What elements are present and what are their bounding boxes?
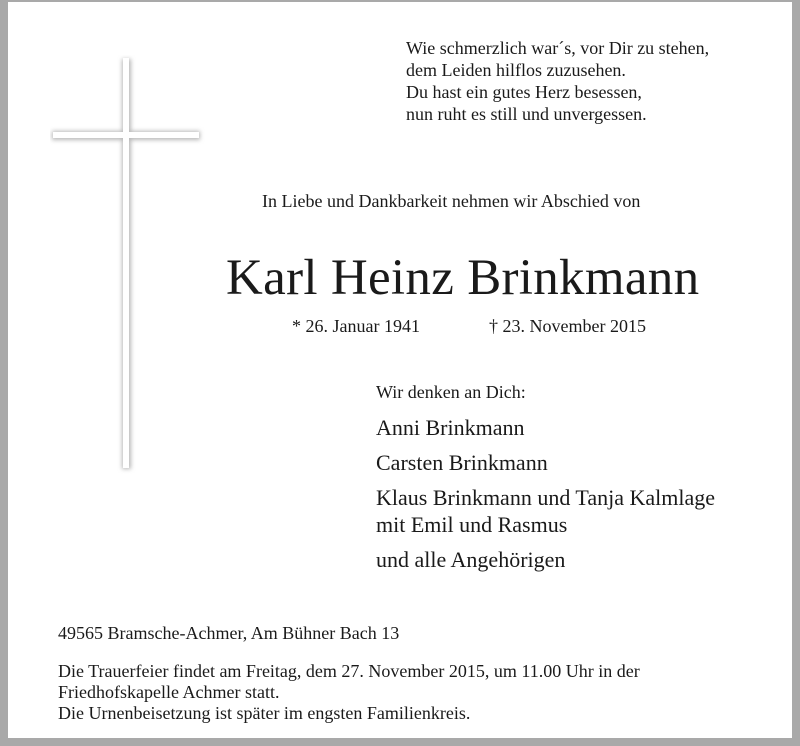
mourner-entry: und alle Angehörigen [376, 547, 566, 572]
notice-line: Die Trauerfeier findet am Freitag, dem 27. November 2015, um 11.00 Uhr in der [58, 661, 640, 681]
mourners-label: Wir denken an Dich: [376, 382, 526, 402]
mourner-entry: Klaus Brinkmann und Tanja Kalmlage [376, 485, 715, 510]
deceased-name: Karl Heinz Brinkmann [226, 250, 700, 306]
mourner-entry: Carsten Brinkmann [376, 450, 548, 475]
family-address: 49565 Bramsche-Achmer, Am Bühner Bach 13 [58, 623, 400, 643]
poem [406, 37, 709, 125]
farewell-intro: In Liebe und Dankbarkeit nehmen wir Abschied von [262, 191, 641, 211]
notice-line: Die Urnenbeisetzung ist später im engsten Familienkreis. [58, 703, 471, 723]
notice-line: Friedhofskapelle Achmer statt. [58, 682, 280, 702]
mourner-entry: Anni Brinkmann [376, 415, 525, 440]
poem-line: nun ruht es still und unvergessen. [406, 104, 647, 124]
death-date: † 23. November 2015 [489, 316, 646, 336]
poem-line: Du hast ein gutes Herz besessen, [406, 82, 642, 102]
mourner-entry: mit Emil und Rasmus [376, 512, 568, 537]
poem-line: Wie schmerzlich war´s, vor Dir zu stehen, [406, 38, 710, 58]
mourners-list [376, 414, 715, 573]
cross-icon [50, 55, 206, 475]
poem-line: dem Leiden hilflos zuzusehen. [406, 60, 626, 80]
birth-date: * 26. Januar 1941 [292, 316, 420, 336]
funeral-notice [58, 661, 640, 724]
